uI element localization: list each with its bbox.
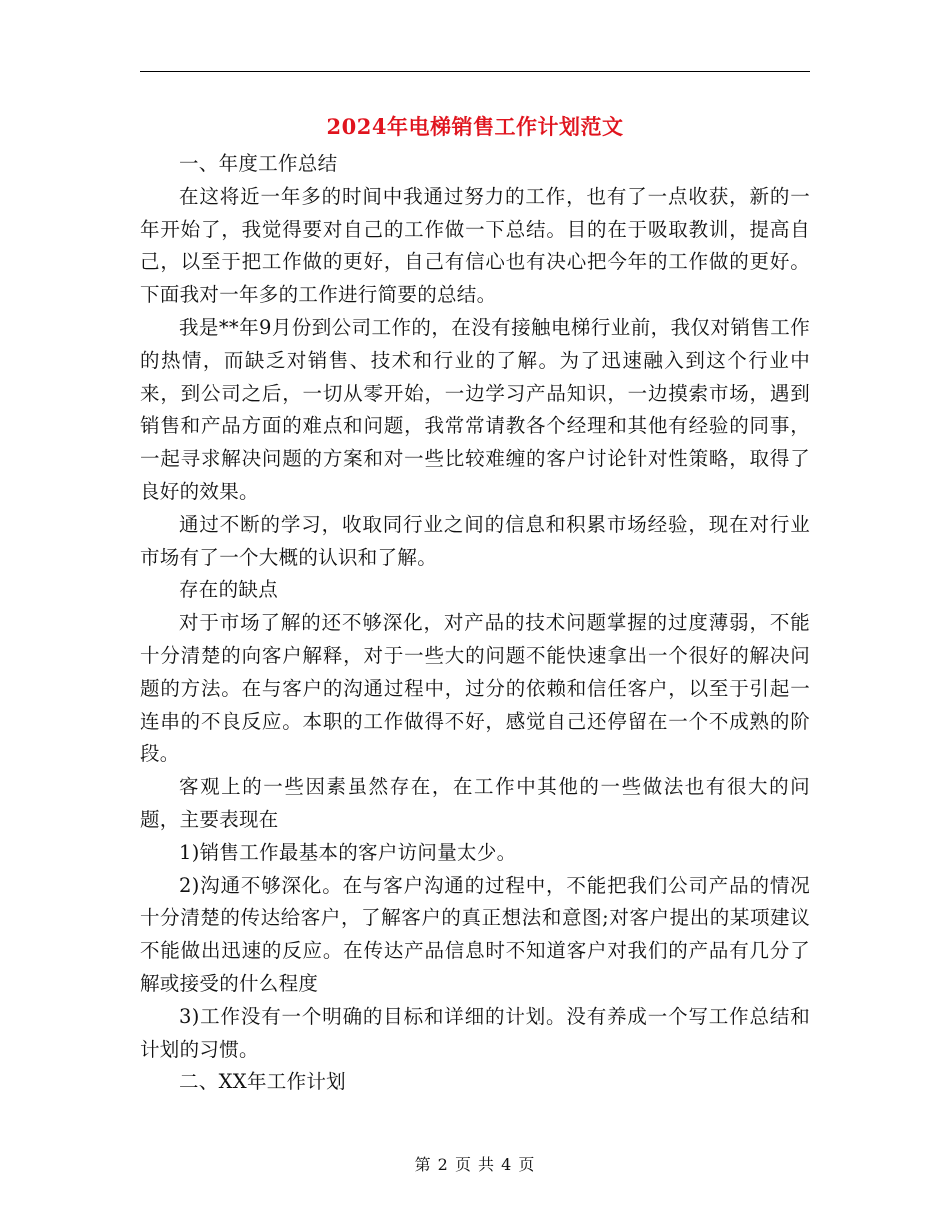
- footer-middle: 页 共: [454, 1155, 496, 1174]
- paragraph: 在这将近一年多的时间中我通过努力的工作，也有了一点收获，新的一年开始了，我觉得要对自己的工作做一下总结。目的在于吸取教训，提高自己，以至于把工作做的更好，自己有信心也有决心把今年的工作做的更好。下面我对一年多的工作进行简要的总结。: [140, 184, 810, 307]
- footer-suffix: 页: [518, 1155, 536, 1174]
- paragraph-section-heading-1: 一、年度工作总结: [179, 152, 338, 175]
- total-pages-number: 4: [501, 1155, 513, 1174]
- list-item: 1)销售工作最基本的客户访问量太少。: [179, 840, 517, 864]
- list-item: 2)沟通不够深化。在与客户沟通的过程中，不能把我们公司产品的情况十分清楚的传达给客户，了解客户的真正想法和意图;对客户提出的某项建议不能做出迅速的反应。在传达产品信息时不知道客户对我们的产品有几分了解或接受的什么程度: [140, 873, 810, 995]
- footer-prefix: 第: [414, 1155, 432, 1174]
- paragraph: 对于市场了解的还不够深化，对产品的技术问题掌握的过度薄弱，不能十分清楚的向客户解释，对于一些大的问题不能快速拿出一个很好的解决问题的方法。在与客户的沟通过程中，过分的依赖和信任客户，以至于引起一连串的不良反应。本职的工作做得不好，感觉自己还停留在一个不成熟的阶段。: [140, 611, 810, 766]
- current-page-number: 2: [437, 1155, 449, 1174]
- document-title: 2024年电梯销售工作计划范文: [326, 114, 624, 139]
- document-body: [140, 148, 810, 1099]
- header-rule: [140, 71, 810, 72]
- paragraph: 我是**年9月份到公司工作的，在没有接触电梯行业前，我仅对销售工作的热情，而缺乏对销售、技术和行业的了解。为了迅速融入到这个行业中来，到公司之后，一切从零开始，一边学习产品知识，一边摸索市场，遇到销售和产品方面的难点和问题，我常常请教各个经理和其他有经验的同事，一起寻求解决问题的方案和对一些比较难缠的客户讨论针对性策略，取得了良好的效果。: [140, 315, 810, 503]
- paragraph-section-heading-2: 二、XX年工作计划: [179, 1070, 346, 1094]
- paragraph: 客观上的一些因素虽然存在，在工作中其他的一些做法也有很大的问题，主要表现在: [140, 775, 810, 831]
- list-item: 3)工作没有一个明确的目标和详细的计划。没有养成一个写工作总结和计划的习惯。: [140, 1004, 810, 1061]
- paragraph-subheading: 存在的缺点: [179, 578, 279, 602]
- page-footer: [140, 1153, 810, 1177]
- paragraph: 通过不断的学习，收取同行业之间的信息和积累市场经验，现在对行业市场有了一个大概的认识和了解。: [140, 512, 810, 569]
